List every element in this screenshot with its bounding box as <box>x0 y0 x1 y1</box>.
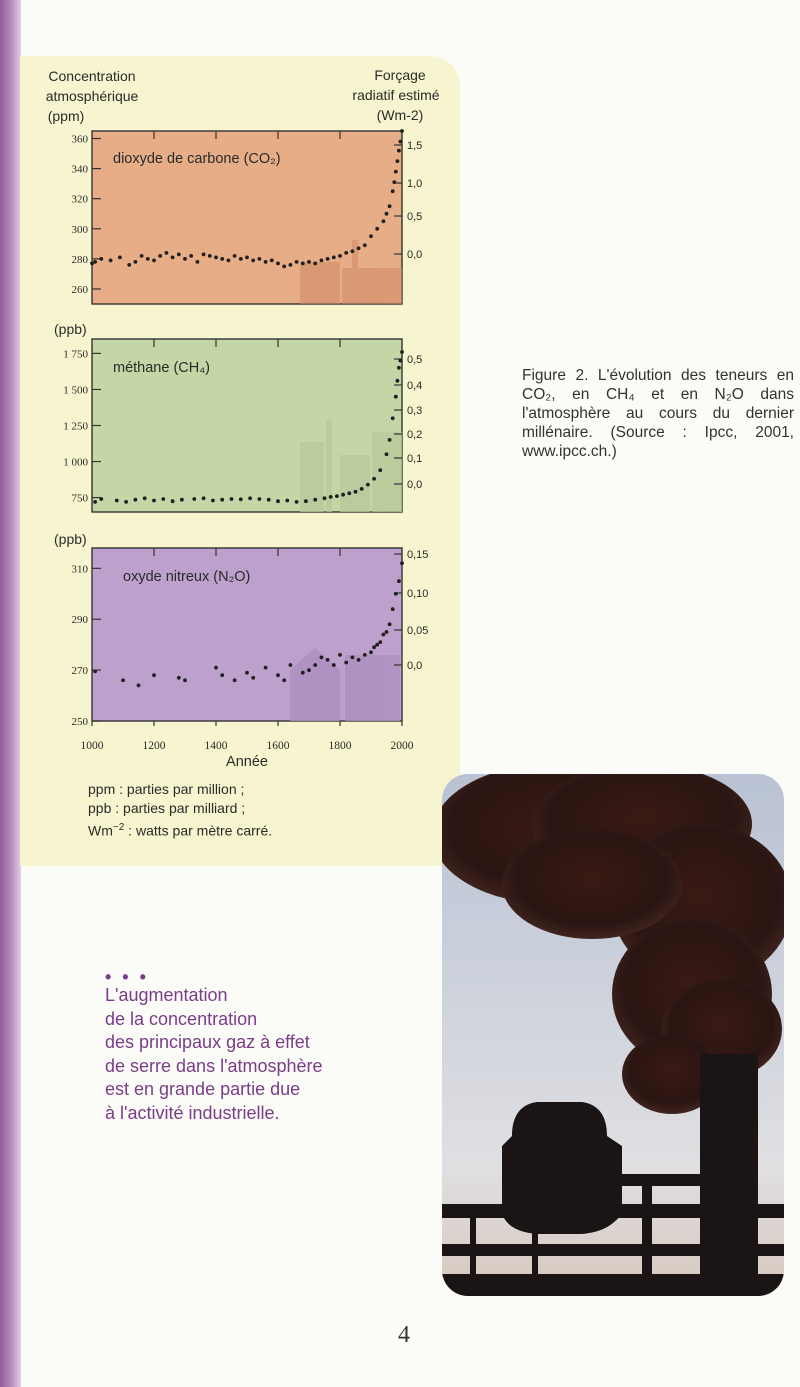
data-point <box>326 658 330 662</box>
left-tick-label: 250 <box>71 716 88 728</box>
data-point <box>375 643 379 647</box>
data-point <box>335 494 339 498</box>
data-point <box>301 262 305 266</box>
left-tick-label: 360 <box>71 133 88 146</box>
data-point <box>338 653 342 657</box>
x-tick-label: 1400 <box>204 740 228 752</box>
data-point <box>396 159 400 163</box>
data-point <box>385 212 389 216</box>
data-point <box>341 493 345 497</box>
data-point <box>320 656 324 660</box>
data-point <box>264 260 268 264</box>
data-point <box>161 497 165 501</box>
right-axis-title-line1: Forçage <box>374 67 426 83</box>
n2o-series-label: oxyde nitreux (N₂O) <box>123 569 251 585</box>
data-point <box>208 254 212 258</box>
data-point <box>177 253 181 257</box>
data-point <box>399 359 403 363</box>
data-point <box>307 668 311 672</box>
data-point <box>382 633 386 637</box>
left-tick-label: 310 <box>71 563 88 576</box>
right-axis-title-line3: (Wm-2) <box>376 107 424 123</box>
left-tick-label: 340 <box>71 163 88 176</box>
callout-line-2: de la concentration <box>105 1008 258 1029</box>
data-point <box>134 498 138 502</box>
data-point <box>285 499 289 503</box>
left-tick-label: 750 <box>71 492 88 505</box>
units-legend <box>88 780 272 841</box>
right-tick-label: 0,2 <box>407 429 423 441</box>
data-point <box>276 499 280 503</box>
data-point <box>397 579 401 583</box>
data-point <box>140 254 144 258</box>
data-point <box>388 204 392 208</box>
right-tick-label: 1,0 <box>407 178 423 190</box>
x-tick-label: 1600 <box>266 740 290 752</box>
left-axis-title-line1: Concentration <box>48 68 136 84</box>
co2-series-label: dioxyde de carbone (CO₂) <box>113 151 281 167</box>
data-point <box>270 259 274 263</box>
data-point <box>399 140 403 144</box>
data-point <box>338 254 342 258</box>
data-point <box>394 395 398 399</box>
data-point <box>239 497 243 501</box>
data-point <box>239 257 243 261</box>
data-point <box>202 496 206 500</box>
data-point <box>366 483 370 487</box>
left-tick-label: 1 250 <box>63 420 88 433</box>
data-point <box>378 468 382 472</box>
data-point <box>146 257 150 261</box>
left-tick-label: 270 <box>71 665 88 678</box>
data-point <box>397 366 401 370</box>
right-tick-label: 1,5 <box>407 140 423 152</box>
left-tick-label: 1 750 <box>63 348 88 361</box>
data-point <box>245 671 249 675</box>
data-point <box>323 496 327 500</box>
callout-dots: • • • <box>105 967 149 987</box>
data-point <box>245 256 249 260</box>
data-point <box>344 251 348 255</box>
data-point <box>93 500 97 504</box>
data-point <box>99 257 103 261</box>
data-point <box>388 438 392 442</box>
factory-smoke-illustration <box>442 774 784 1296</box>
data-point <box>230 497 234 501</box>
data-point <box>124 500 128 504</box>
data-point <box>282 678 286 682</box>
data-point <box>196 260 200 264</box>
data-point <box>295 260 299 264</box>
data-point <box>397 149 401 153</box>
left-tick-label: 290 <box>71 614 88 627</box>
data-point <box>351 656 355 660</box>
data-point <box>189 254 193 258</box>
data-point <box>304 499 308 503</box>
callout-line-5: est en grande partie due <box>105 1079 301 1099</box>
data-point <box>220 498 224 502</box>
data-point <box>391 189 395 193</box>
data-point <box>227 259 231 263</box>
data-point <box>344 661 348 665</box>
data-point <box>289 263 293 267</box>
callout-line-1: L'augmentation <box>105 985 228 1005</box>
legend-wm-unit: Wm <box>88 822 113 839</box>
right-tick-label: 0,5 <box>407 211 423 223</box>
data-point <box>134 260 138 264</box>
right-tick-label: 0,0 <box>407 249 423 261</box>
data-point <box>313 262 317 266</box>
data-point <box>282 265 286 269</box>
factory-smoke-photo <box>442 774 784 1296</box>
data-point <box>115 499 119 503</box>
data-point <box>214 666 218 670</box>
data-point <box>220 673 224 677</box>
data-point <box>354 490 358 494</box>
data-point <box>137 684 141 688</box>
data-point <box>258 257 262 261</box>
data-point <box>152 673 156 677</box>
data-point <box>143 496 147 500</box>
data-point <box>158 254 162 258</box>
left-tick-label: 1 000 <box>63 456 88 469</box>
callout-text <box>105 967 323 1125</box>
legend-wm <box>88 818 272 841</box>
callout-line-6: à l'activité industrielle. <box>105 1102 280 1123</box>
data-point <box>396 379 400 383</box>
data-point <box>118 256 122 260</box>
data-point <box>326 257 330 261</box>
data-point <box>233 678 237 682</box>
data-point <box>248 496 252 500</box>
ch4-unit-label: (ppb) <box>54 321 87 337</box>
data-point <box>332 256 336 260</box>
data-point <box>394 592 398 596</box>
data-point <box>392 180 396 184</box>
legend-ppm: ppm : parties par million ; <box>88 781 245 797</box>
data-point <box>351 249 355 253</box>
data-point <box>192 497 196 501</box>
data-point <box>372 477 376 481</box>
data-point <box>289 663 293 667</box>
page-number: 4 <box>398 1322 410 1348</box>
n2o-unit-label: (ppb) <box>54 531 87 547</box>
chimney-and-tank <box>442 1054 784 1296</box>
right-tick-label: 0,4 <box>407 380 423 392</box>
right-tick-label: 0,05 <box>407 625 429 637</box>
x-axis-title: Année <box>226 754 268 770</box>
legend-ppb: ppb : parties par milliard ; <box>88 800 246 816</box>
left-tick-label: 1 500 <box>63 384 88 397</box>
right-tick-label: 0,0 <box>407 479 423 491</box>
callout-line-3: des principaux gaz à effet <box>105 1032 310 1052</box>
data-point <box>109 259 113 263</box>
data-point <box>347 491 351 495</box>
data-point <box>165 251 169 255</box>
data-point <box>378 640 382 644</box>
data-point <box>177 676 181 680</box>
legend-wm-exponent: −2 <box>112 822 125 833</box>
data-point <box>233 254 237 258</box>
right-tick-label: 0,1 <box>407 453 423 465</box>
n2o-industry-silhouette <box>290 648 400 721</box>
x-tick-label: 2000 <box>390 740 414 752</box>
data-point <box>313 663 317 667</box>
data-point <box>211 499 215 503</box>
data-point <box>375 227 379 231</box>
data-point <box>264 666 268 670</box>
right-tick-label: 0,0 <box>407 660 423 672</box>
data-point <box>267 498 271 502</box>
left-axis-title-line3: (ppm) <box>47 108 85 124</box>
data-point <box>127 263 131 267</box>
legend-wm-text: : watts par mètre carré. <box>124 822 273 839</box>
data-point <box>320 259 324 263</box>
data-point <box>152 259 156 263</box>
data-point <box>400 561 404 565</box>
data-point <box>251 259 255 263</box>
data-point <box>99 497 103 501</box>
data-point <box>307 260 311 264</box>
data-point <box>121 678 125 682</box>
data-point <box>363 653 367 657</box>
data-point <box>180 498 184 502</box>
data-point <box>93 670 97 674</box>
data-point <box>93 260 97 264</box>
data-point <box>357 246 361 250</box>
data-point <box>372 645 376 649</box>
figure-caption: Figure 2. L'évolution des teneurs en CO₂, en CH₄ et en N₂O dans l'atmosphère au cours du dernier millénaire. (Source : Ipcc, 2001, www.ipcc.ch.) <box>522 367 794 460</box>
data-point <box>357 658 361 662</box>
left-tick-label: 280 <box>71 253 88 266</box>
data-point <box>276 673 280 677</box>
data-point <box>258 497 262 501</box>
data-point <box>382 219 386 223</box>
left-tick-label: 260 <box>71 283 88 296</box>
callout-line-4: de serre dans l'atmosphère <box>105 1055 323 1076</box>
x-tick-label: 1000 <box>80 740 104 752</box>
left-tick-label: 320 <box>71 193 88 206</box>
data-point <box>391 416 395 420</box>
data-point <box>171 256 175 260</box>
data-point <box>360 487 364 491</box>
right-tick-label: 0,10 <box>407 588 429 600</box>
right-tick-label: 0,3 <box>407 405 423 417</box>
data-point <box>385 630 389 634</box>
data-point <box>276 262 280 266</box>
data-point <box>332 663 336 667</box>
data-point <box>183 257 187 261</box>
data-point <box>363 243 367 247</box>
right-tick-label: 0,15 <box>407 549 429 561</box>
data-point <box>369 650 373 654</box>
data-point <box>391 607 395 611</box>
data-point <box>385 452 389 456</box>
data-point <box>388 622 392 626</box>
left-axis-title-line2: atmosphérique <box>45 88 139 104</box>
data-point <box>251 676 255 680</box>
data-point <box>394 170 398 174</box>
x-tick-label: 1200 <box>142 740 166 752</box>
data-point <box>152 499 156 503</box>
data-point <box>295 500 299 504</box>
right-axis-title-line2: radiatif estimé <box>352 87 440 103</box>
left-tick-label: 300 <box>71 223 88 236</box>
data-point <box>329 495 333 499</box>
data-point <box>369 234 373 238</box>
data-point <box>171 499 175 503</box>
data-point <box>313 498 317 502</box>
data-point <box>400 350 404 354</box>
data-point <box>400 129 404 133</box>
data-point <box>220 257 224 261</box>
right-tick-label: 0,5 <box>407 354 423 366</box>
data-point <box>301 671 305 675</box>
data-point <box>183 678 187 682</box>
ch4-series-label: méthane (CH₄) <box>113 360 210 376</box>
data-point <box>214 256 218 260</box>
data-point <box>202 253 206 257</box>
x-tick-label: 1800 <box>328 740 352 752</box>
